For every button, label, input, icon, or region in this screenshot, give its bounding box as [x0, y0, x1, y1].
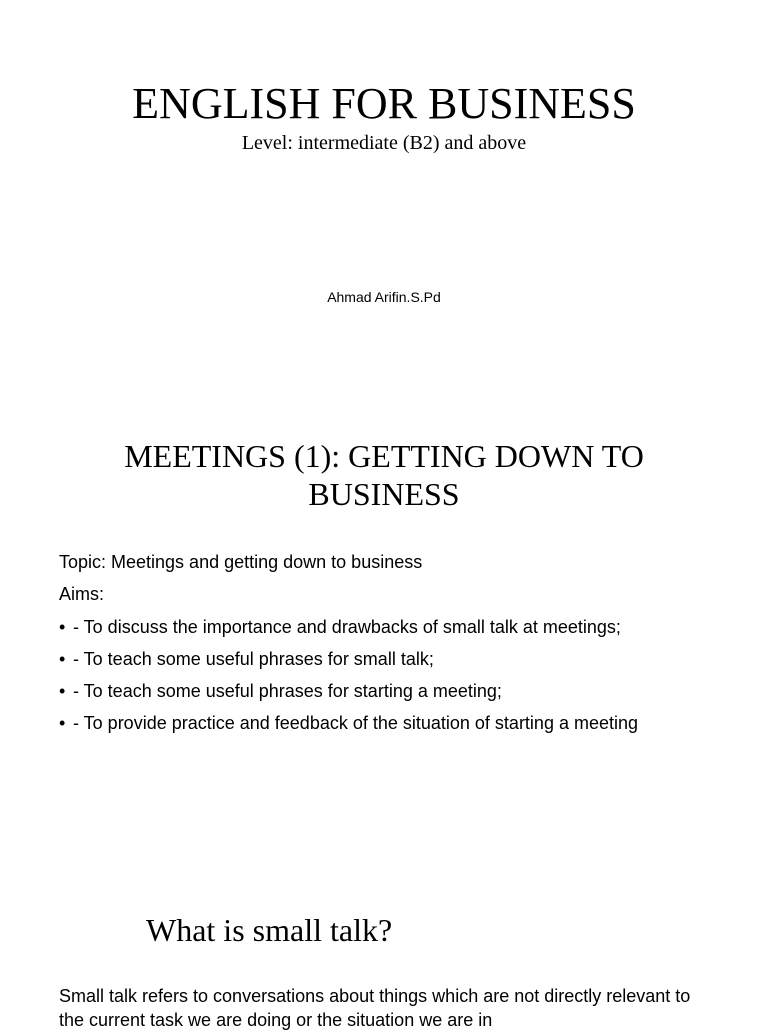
aim-text: - To provide practice and feedback of the situation of starting a meeting [73, 713, 639, 733]
aim-item [59, 647, 709, 671]
aim-text: - To discuss the importance and drawbacks of small talk at meetings; [73, 617, 621, 637]
aims-list [59, 615, 709, 743]
bullet-icon: • [59, 681, 66, 701]
aim-item [59, 711, 709, 735]
author-name: Ahmad Arifin.S.Pd [327, 289, 441, 305]
level-subtitle: Level: intermediate (B2) and above [241, 132, 527, 154]
aim-text: - To teach some useful phrases for starting a meeting; [73, 681, 502, 701]
aim-text: - To teach some useful phrases for small talk; [73, 649, 434, 669]
topic-line: Topic: Meetings and getting down to business [59, 552, 423, 572]
bullet-icon: • [59, 649, 66, 669]
bullet-icon: • [59, 617, 66, 637]
document-title: ENGLISH FOR BUSINESS [132, 79, 636, 128]
aims-label: Aims: [59, 584, 104, 604]
bullet-icon: • [59, 713, 66, 733]
small-talk-definition: Small talk refers to conversations about things which are not directly relevant to the current task we are doing or the situation we are in [59, 986, 691, 1030]
aim-item [59, 615, 709, 639]
section-title: MEETINGS (1): GETTING DOWN TO BUSINESS [124, 438, 644, 512]
small-talk-heading: What is small talk? [146, 912, 393, 948]
aim-item [59, 679, 709, 703]
